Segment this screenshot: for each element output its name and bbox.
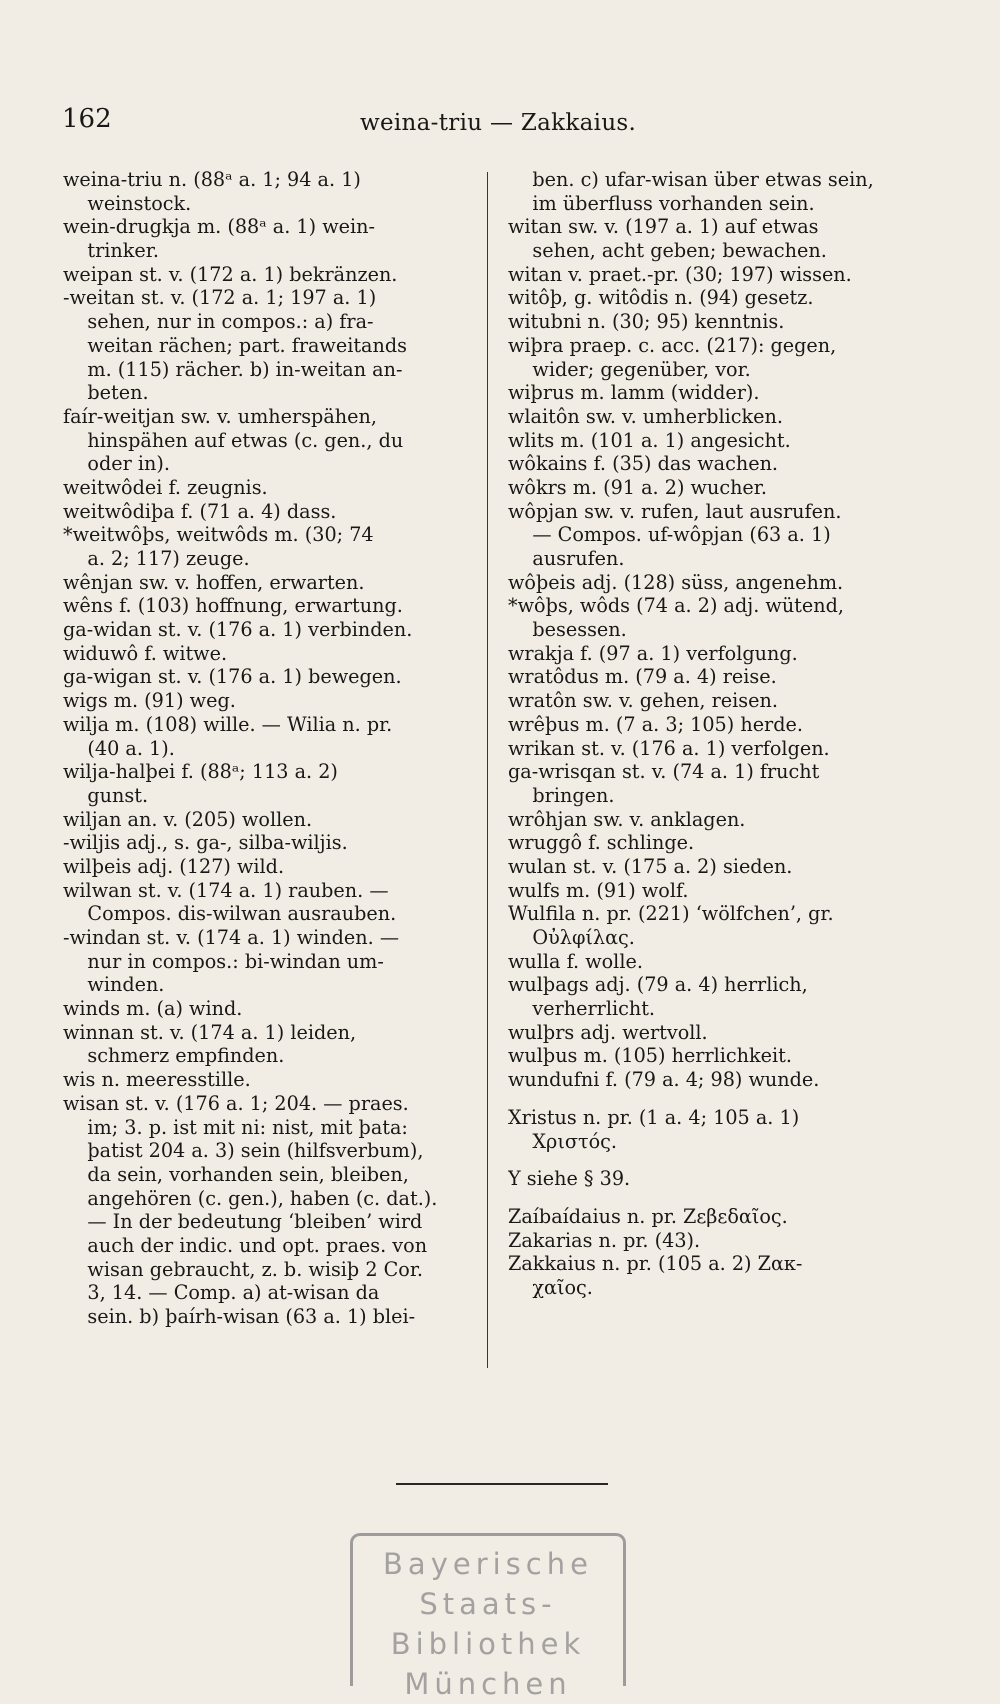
entry-line: wilwan st. v. (174 a. 1) rauben. — — [63, 878, 389, 902]
entry-line: χαῖος. — [508, 1275, 593, 1299]
entry-line: Y siehe § 39. — [508, 1167, 631, 1191]
entry-line: Χριστός. — [508, 1129, 617, 1153]
footer-rule — [396, 1483, 608, 1485]
entry-line: trinker. — [63, 239, 159, 263]
entry-line: ga-widan st. v. (176 a. 1) verbinden. — [63, 618, 413, 642]
entry-line: wulfs m. (91) wolf. — [508, 878, 689, 902]
entry-line: weitwôdiþa f. (71 a. 4) dass. — [63, 499, 337, 523]
entry-line: sein. b) þaírh-wisan (63 a. 1) blei- — [63, 1305, 416, 1328]
entry-line: — In der bedeutung ‘bleiben’ wird — [63, 1210, 423, 1234]
entry-line: *weitwôþs, weitwôds m. (30; 74 — [63, 523, 374, 547]
entry-line: witan v. praet.-pr. (30; 197) wissen. — [508, 262, 852, 286]
entry-line: wiþrus m. lamm (widder). — [508, 381, 760, 405]
entry-line: wiljan an. v. (205) wollen. — [63, 807, 313, 831]
running-head: weina-triu — Zakkaius. — [360, 110, 637, 136]
entry-line: witan sw. v. (197 a. 1) auf etwas — [508, 215, 819, 239]
entry-line: schmerz empfinden. — [63, 1044, 285, 1068]
entry-line: *wôþs, wôds (74 a. 2) adj. wütend, — [508, 594, 844, 618]
stamp-line: Bibliothek — [390, 1627, 586, 1661]
entry-line: wulþrs adj. wertvoll. — [508, 1020, 708, 1044]
entry-line: -weitan st. v. (172 a. 1; 197 a. 1) — [63, 286, 377, 310]
entry-gap — [508, 1153, 938, 1167]
entry-line: weinstock. — [63, 191, 192, 215]
entry-line: 3, 14. — Comp. a) at-wisan da — [63, 1281, 380, 1305]
entry-line: nur in compos.: bi-windan um- — [63, 949, 384, 973]
entry-line: auch der indic. und opt. praes. von — [63, 1233, 428, 1257]
entry-line: wilja m. (108) wille. — Wilia n. pr. — [63, 712, 393, 736]
entry-line: wisan st. v. (176 a. 1; 204. — praes. — [63, 1091, 409, 1115]
column-divider — [487, 172, 488, 1368]
entry-line: wratôn sw. v. gehen, reisen. — [508, 689, 778, 713]
entry-gap — [508, 1092, 938, 1106]
page-number: 162 — [62, 104, 112, 134]
entry-line: wôpjan sw. v. rufen, laut ausrufen. — [508, 499, 842, 523]
entry-line: þatist 204 a. 3) sein (hilfsverbum), — [63, 1139, 424, 1163]
entry-line: ga-wrisqan st. v. (74 a. 1) frucht — [508, 760, 820, 784]
entry-line: Wulfila n. pr. (221) ‘wölfchen’, gr. — [508, 902, 834, 926]
right-column — [508, 168, 938, 1300]
entry-line: bringen. — [508, 783, 615, 807]
entry-line: widuwô f. witwe. — [63, 641, 228, 665]
entry-line: wrêþus m. (7 a. 3; 105) herde. — [508, 712, 803, 736]
entry-line: weipan st. v. (172 a. 1) bekränzen. — [63, 262, 398, 286]
entry-line: besessen. — [508, 618, 627, 642]
entry-line: Xristus n. pr. (1 a. 4; 105 a. 1) — [508, 1105, 800, 1129]
entry-line: wlits m. (101 a. 1) angesicht. — [508, 428, 791, 452]
entry-line: wundufni f. (79 a. 4; 98) wunde. — [508, 1068, 820, 1092]
entry-line: wulla f. wolle. — [508, 949, 643, 973]
entry-line: im; 3. p. ist mit ni: nist, mit þata: — [63, 1115, 408, 1139]
entry-line: wratôdus m. (79 a. 4) reise. — [508, 665, 777, 689]
entry-line: wruggô f. schlinge. — [508, 831, 695, 855]
entry-line: wulþus m. (105) herrlichkeit. — [508, 1044, 792, 1068]
library-stamp — [350, 1533, 626, 1701]
entry-line: beten. — [63, 381, 149, 405]
entry-line: wilþeis adj. (127) wild. — [63, 854, 285, 878]
left-column — [63, 168, 473, 1329]
entry-line: — Compos. uf-wôpjan (63 a. 1) — [508, 523, 831, 547]
entry-line: weitan rächen; part. fraweitands — [63, 333, 407, 357]
entry-line: ausrufen. — [508, 547, 625, 570]
entry-line: winds m. (a) wind. — [63, 997, 243, 1021]
stamp-line: Bayerische — [383, 1547, 593, 1581]
entry-line: m. (115) rächer. b) in-weitan an- — [63, 357, 403, 381]
entry-line: wilja-halþei f. (88ᵃ; 113 a. 2) — [63, 760, 338, 784]
entry-line: Zakkaius n. pr. (105 a. 2) Ζακ- — [508, 1252, 803, 1276]
entry-line: verherrlicht. — [508, 997, 656, 1021]
entry-line: angehören (c. gen.), haben (c. dat.). — [63, 1186, 438, 1210]
entry-line: hinspähen auf etwas (c. gen., du — [63, 428, 404, 452]
entry-line: witubni n. (30; 95) kenntnis. — [508, 310, 785, 334]
stamp-line: München — [404, 1667, 572, 1701]
entry-line: wulan st. v. (175 a. 2) sieden. — [508, 854, 793, 878]
entry-line: sehen, acht geben; bewachen. — [508, 239, 827, 263]
entry-line: wênjan sw. v. hoffen, erwarten. — [63, 570, 365, 594]
entry-line: Zakarias n. pr. (43). — [508, 1228, 701, 1252]
entry-line: wiþra praep. c. acc. (217): gegen, — [508, 333, 837, 357]
stamp-line: Staats- — [419, 1587, 557, 1621]
entry-line: sehen, nur in compos.: a) fra- — [63, 310, 374, 334]
entry-line: wider; gegenüber, vor. — [508, 357, 751, 381]
entry-line: wrôhjan sw. v. anklagen. — [508, 807, 746, 831]
entry-line: wrikan st. v. (176 a. 1) verfolgen. — [508, 736, 830, 760]
entry-line: wrakja f. (97 a. 1) verfolgung. — [508, 641, 798, 665]
entry-line: gunst. — [63, 783, 149, 807]
entry-line: wis n. meeresstille. — [63, 1068, 251, 1092]
entry-line: Οὐλφίλας. — [508, 926, 635, 949]
entry-line: winnan st. v. (174 a. 1) leiden, — [63, 1020, 357, 1044]
entry-line: wêns f. (103) hoffnung, erwartung. — [63, 594, 403, 618]
entry-line: ben. c) ufar-wisan über etwas sein, — [508, 168, 874, 191]
entry-line: weina-triu n. (88ᵃ a. 1; 94 a. 1) — [63, 168, 361, 191]
entry-line: witôþ, g. witôdis n. (94) gesetz. — [508, 286, 814, 310]
entry-line: wôþeis adj. (128) süss, angenehm. — [508, 570, 844, 594]
entry-line: da sein, vorhanden sein, bleiben, — [63, 1162, 409, 1186]
entry-gap — [508, 1191, 938, 1205]
entry-line: wein-drugkja m. (88ᵃ a. 1) wein- — [63, 215, 375, 239]
entry-line: wôkains f. (35) das wachen. — [508, 452, 779, 476]
entry-line: oder in). — [63, 452, 170, 476]
entry-line: wulþags adj. (79 a. 4) herrlich, — [508, 973, 808, 997]
entry-line: wlaitôn sw. v. umherblicken. — [508, 404, 783, 428]
entry-line: faír-weitjan sw. v. umherspähen, — [63, 404, 377, 428]
entry-line: Zaíbaídaius n. pr. Ζεβεδαῖος. — [508, 1204, 788, 1228]
entry-line: ga-wigan st. v. (176 a. 1) bewegen. — [63, 665, 402, 689]
entry-line: (40 a. 1). — [63, 736, 175, 760]
entry-line: Compos. dis-wilwan ausrauben. — [63, 902, 397, 926]
entry-line: wigs m. (91) weg. — [63, 689, 236, 713]
entry-line: a. 2; 117) zeuge. — [63, 547, 250, 570]
entry-line: -wiljis adj., s. ga-, silba-wiljis. — [63, 831, 348, 855]
entry-line: wôkrs m. (91 a. 2) wucher. — [508, 475, 767, 499]
entry-line: winden. — [63, 973, 165, 997]
entry-line: -windan st. v. (174 a. 1) winden. — — [63, 926, 400, 949]
entry-line: im überfluss vorhanden sein. — [508, 191, 815, 215]
entry-line: weitwôdei f. zeugnis. — [63, 475, 268, 499]
entry-line: wisan gebraucht, z. b. wisiþ 2 Cor. — [63, 1257, 424, 1281]
